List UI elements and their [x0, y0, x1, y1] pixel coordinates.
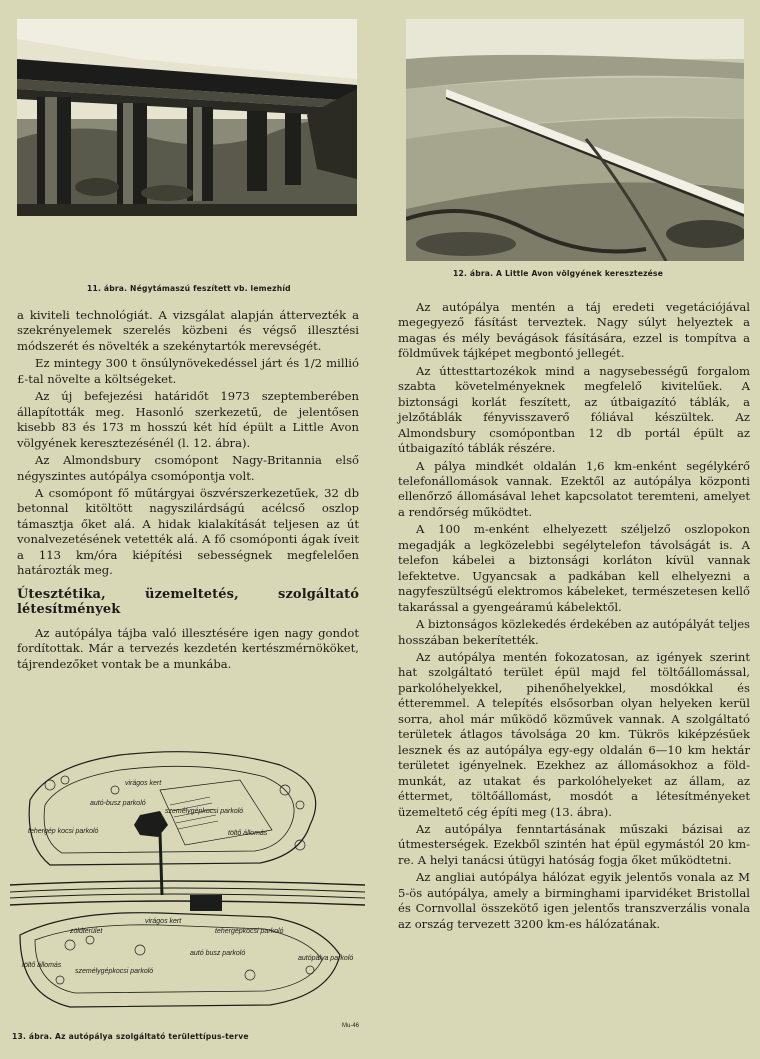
label-fuel-station: töltő állomás [228, 830, 268, 837]
right-column [398, 300, 750, 934]
right-paragraph: A biztonságos közlekedés érdekében az autópályát teljes hosszában bekerítették. [398, 617, 750, 647]
left-paragraph: Az új befejezési határidőt 1973 szeptemberében állapították meg. Hasonló szerkezetű, de jelentősen kisebb 83 és 173 m hosszú két híd épült a Little Avon völgyének keresztezésénél (l. 12. ábra). [17, 389, 359, 450]
figure-13-site-plan [10, 745, 365, 1030]
label-garden-1: virágos kert [125, 780, 162, 787]
right-paragraph: Az angliai autópálya hálózat egyik jelentős vonala az M 5-ös autópálya, amely a birminghami iparvidéket Bristollal és Cornvollal összekötő igen jelentős transzverzális vonala az ország tervezett 3200 km-es hálózatának. [398, 870, 750, 931]
label-truck-parking-2: tehergépkocsi parkoló [215, 928, 284, 935]
section-heading: Útesztétika, üzemeltetés, szolgáltató létesítmények [17, 586, 359, 618]
figure-12-aerial-photo [406, 19, 744, 261]
left-column [17, 308, 359, 674]
right-paragraph: A pálya mindkét oldalán 1,6 km-enként segélykérő telefonállomások vannak. Ezektől az autópálya központi ellenőrző állomásával lehet kapcsolatot teremteni, amelyet a rendőrség működtet. [398, 458, 750, 519]
label-car-parking-2: személygépkocsi parkoló [75, 968, 154, 975]
left-paragraph: Az Almondsbury csomópont Nagy-Britannia első négyszintes autópálya csomópontja volt. [17, 453, 359, 483]
right-paragraph: Az autópálya mentén fokozatosan, az igények szerint hat szolgáltató terület épül majd fel töltőállomással, parkolóhelyekkel, pihenőhelyekkel, mosdókkal és étteremmel. A telepítés elsősorban olyan helyeken kerül sorra, ahol már működő közművek vannak. A szolgáltató területek átlagos távolsága 20 km. Tükrös kiképzésűek lesznek és az autópálya egy-egy oldalán 6—10 km hektár területet igényelnek. Ezekhez az állomásokhoz a földmunkát, az utakat és parkolóhelyeket az állam, az éttermet, töltőállomást, mosdót a létesítményeket üzemeltető cég építi meg (13. ábra). [398, 649, 750, 819]
label-truck-parking-1: tehergép kocsi parkoló [28, 828, 99, 835]
right-paragraph: A 100 m-enként elhelyezett széljelző oszlopokon megadják a legközelebbi segélytelefon távolságát is. A telefon kábelei a biztonsági korláton kívül vannak lefektetve. Ugyancsak a padkában kell elhelyezni a nagyfeszültségű elektromos kábeleket, természetesen kellő takarással a gyengeáramú kábelektől. [398, 522, 750, 614]
label-stamp: Mu-46 [342, 1023, 360, 1029]
label-bus-parking: autó-busz parkoló [90, 800, 146, 807]
right-paragraph: Az autópálya fenntartásának műszaki bázisai az útmesterségek. Ezekből szintén hat épül egymástól 20 km-re. A helyi tanácsi útügyi hatóság fogja őket működtetni. [398, 821, 750, 867]
label-bus-parking-2: autó busz parkoló [190, 950, 246, 957]
label-garden-2: virágos kert [145, 918, 182, 925]
label-motorway-parking: autópálya parkoló [298, 955, 354, 962]
label-green-area: zöldterület [70, 928, 103, 935]
right-paragraph: Az autópálya mentén a táj eredeti vegetációjával megegyező fásítást terveztek. Nagy súlyt helyeztek a magas és mély bevágások fásítására, ezzel is tompítva a földművek tájképet megbontó jellegét. [398, 300, 750, 361]
left-paragraph: A csomópont fő műtárgyai öszvérszerkezetűek, 32 db betonnal kitöltött nagyszilárdságú acélcső oszlop támasztja őket alá. A hidak kialakítását teljesen az út vonalvezetésének vetették alá. A fő csomóponti ágak íveit a 113 km/óra kiépítési sebességnek megfelelően határozták meg. [17, 485, 359, 578]
figure-11-caption: 11. ábra. Négytámaszú feszített vb. lemezhíd [87, 284, 291, 293]
label-car-parking-1: személygépkocsi parkoló [165, 808, 244, 815]
figure-11-bridge-photo [17, 19, 357, 216]
left-paragraph: Ez mintegy 300 t önsúlynövekedéssel járt és 1/2 millió £-tal növelte a költségeket. [17, 356, 359, 386]
figure-12-caption: 12. ábra. A Little Avon völgyének keresztezése [453, 269, 664, 278]
left-paragraph: Az autópálya tájba való illesztésére igen nagy gondot fordítottak. Már a tervezés kezdetén kertészmérnököket, tájrendezőket vontak be a munkába. [17, 625, 359, 671]
right-paragraph: Az úttesttartozékok mind a nagysebességű forgalom szabta követelményeknek megfelelő kivitelűek. A biztonsági korlát feszített, az útbaigazító táblák, a jelzőtáblák fényvisszaverő fóliával készültek. Az Almondsbury csomópontban 12 db portál épült az útbaigazító táblák részére. [398, 363, 750, 456]
label-fuel-station-2: töltő állomás [22, 962, 62, 969]
left-paragraph: a kiviteli technológiát. A vizsgálat alapján áttervezték a szekrényelemek szerelés közbeni és végső illesztési módszerét és növelték a szekénytartók merevségét. [17, 308, 359, 353]
figure-13-caption: 13. ábra. Az autópálya szolgáltató területtípus-terve [12, 1032, 249, 1041]
